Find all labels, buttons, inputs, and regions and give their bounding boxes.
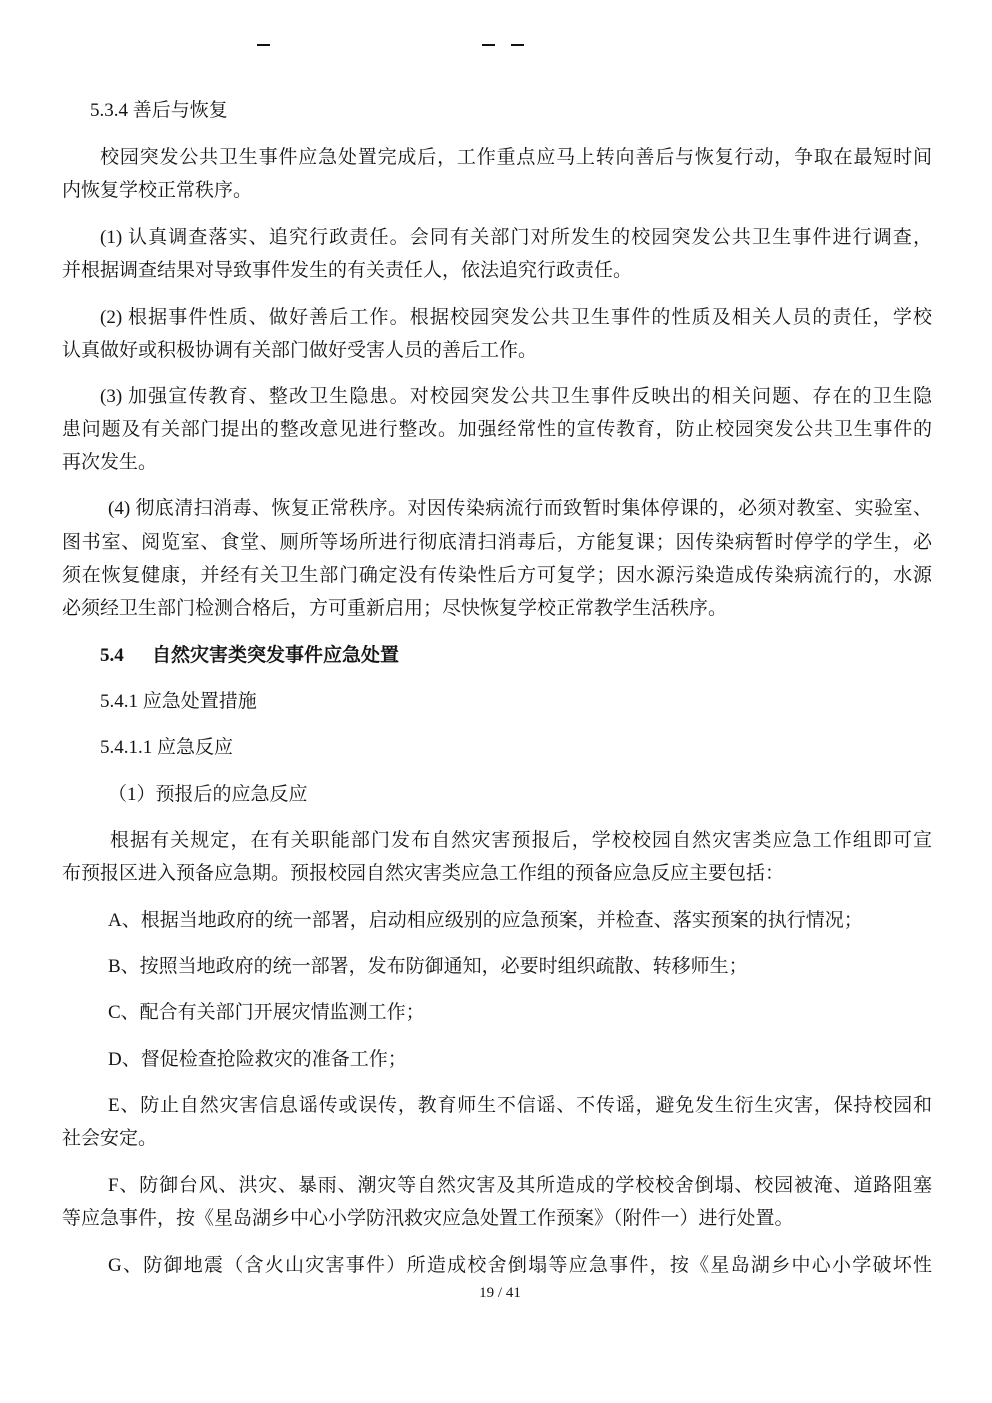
list-item-line: (4) 彻底清扫消毒、恢复正常秩序。对因传染病流行而致暂时集体停课的，必须对教室、实验室、 xyxy=(108,498,932,519)
paragraph-line: 内恢复学校正常秩序。 xyxy=(62,180,253,201)
list-item-line: 认真做好或积极协调有关部门做好受害人员的善后工作。 xyxy=(62,340,538,361)
measure-item: G、防御地震（含火山灾害事件）所造成校舍倒塌等应急事件，按《星岛湖乡中心小学破坏性 xyxy=(108,1255,932,1276)
subheading: （1）预报后的应急反应 xyxy=(108,784,308,805)
header-mark xyxy=(257,44,270,46)
list-item-line: (2) 根据事件性质、做好善后工作。根据校园突发公共卫生事件的性质及相关人员的责任，学校 xyxy=(100,307,932,328)
list-item-line: 须在恢复健康，并经有关卫生部门确定没有传染性后方可复学；因水源污染造成传染病流行的，水源 xyxy=(62,565,932,586)
section-heading-5-4 xyxy=(100,639,399,672)
measure-item: B、按照当地政府的统一部署，发布防御通知，必要时组织疏散、转移师生； xyxy=(108,956,748,977)
page-number: 19 / 41 xyxy=(479,1285,521,1301)
list-item-line: (3) 加强宣传教育、整改卫生隐患。对校园突发公共卫生事件反映出的相关问题、存在的卫生隐 xyxy=(100,386,932,407)
measure-item: D、督促检查抢险救灾的准备工作； xyxy=(108,1049,407,1070)
measure-item: F、防御台风、洪灾、暴雨、潮灾等自然灾害及其所造成的学校校舍倒塌、校园被淹、道路阻塞 xyxy=(108,1175,932,1196)
list-item-line: 图书室、阅览室、食堂、厕所等场所进行彻底清扫消毒后，方能复课；因传染病暂时停学的学生，必 xyxy=(62,532,932,553)
header-mark xyxy=(482,44,495,46)
section-number: 5.4 xyxy=(100,645,124,666)
section-title: 自然灾害类突发事件应急处置 xyxy=(152,645,400,666)
list-item-line: 再次发生。 xyxy=(62,452,158,473)
list-item-line: 必须经卫生部门检测合格后，方可重新启用；尽快恢复学校正常教学生活秩序。 xyxy=(62,598,728,619)
paragraph-line: 根据有关规定，在有关职能部门发布自然灾害预报后，学校校园自然灾害类应急工作组即可宣 xyxy=(110,830,932,851)
section-heading-5-3-4: 5.3.4 善后与恢复 xyxy=(90,100,228,121)
header-mark xyxy=(511,44,524,46)
list-item-line: 患问题及有关部门提出的整改意见进行整改。加强经常性的宣传教育，防止校园突发公共卫生事件的 xyxy=(62,419,932,440)
measure-item: 社会安定。 xyxy=(62,1128,158,1149)
paragraph-line: 布预报区进入预备应急期。预报校园自然灾害类应急工作组的预备应急反应主要包括： xyxy=(62,863,785,884)
section-heading-5-4-1: 5.4.1 应急处置措施 xyxy=(100,691,257,712)
list-item-line: 并根据调查结果对导致事件发生的有关责任人，依法追究行政责任。 xyxy=(62,260,633,281)
measure-item: C、配合有关部门开展灾情监测工作； xyxy=(108,1002,425,1023)
measure-item: 等应急事件，按《星岛湖乡中心小学防汛救灾应急处置工作预案》（附件一）进行处置。 xyxy=(62,1208,794,1229)
list-item-line: (1) 认真调查落实、追究行政责任。会同有关部门对所发生的校园突发公共卫生事件进行调查， xyxy=(100,227,932,248)
measure-item: A、根据当地政府的统一部署，启动相应级别的应急预案，并检查、落实预案的执行情况； xyxy=(108,910,863,931)
measure-item: E、防止自然灾害信息谣传或误传，教育师生不信谣、不传谣，避免发生衍生灾害，保持校园和 xyxy=(108,1095,932,1116)
section-heading-5-4-1-1: 5.4.1.1 应急反应 xyxy=(100,737,234,758)
paragraph-line: 校园突发公共卫生事件应急处置完成后，工作重点应马上转向善后与恢复行动，争取在最短时间 xyxy=(100,147,932,168)
